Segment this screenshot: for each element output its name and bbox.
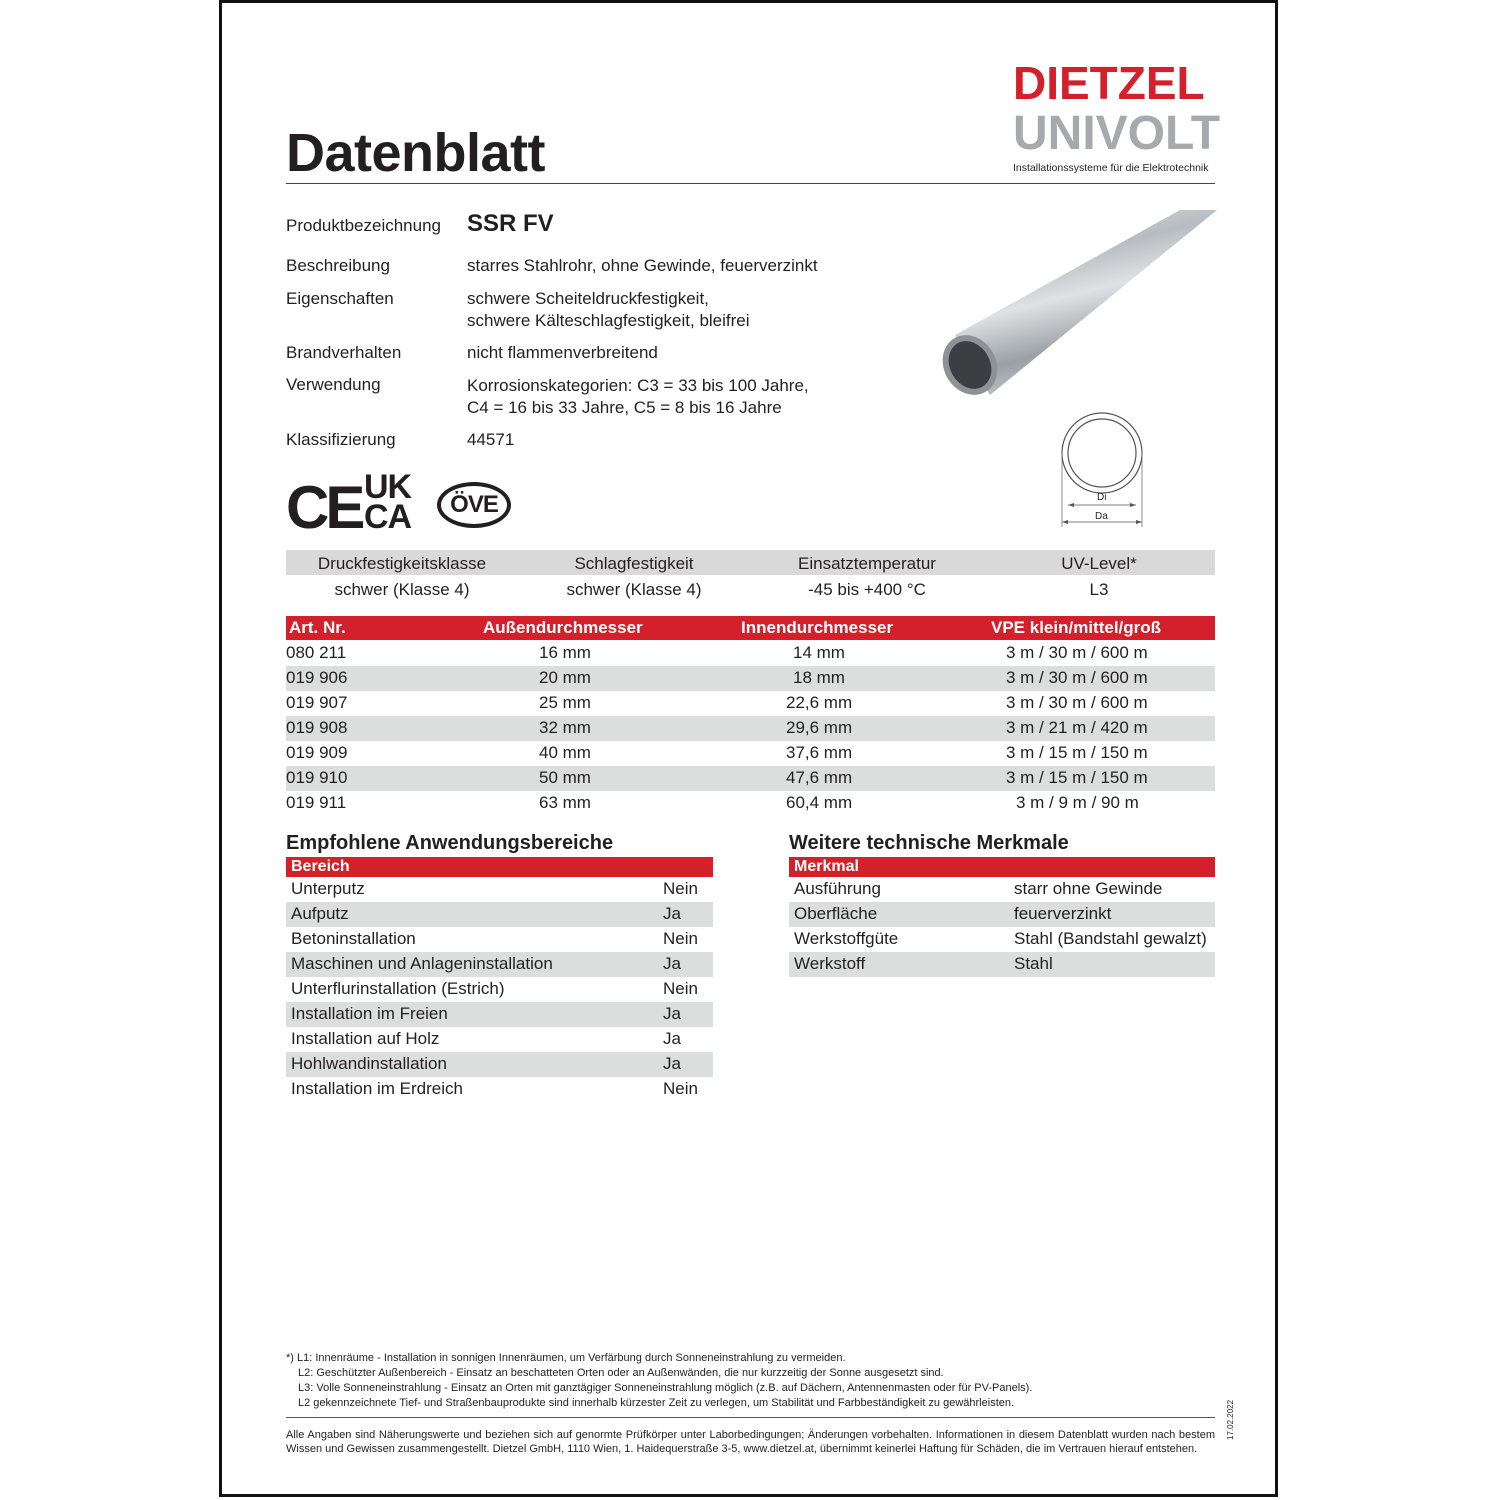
feature-name: Oberfläche bbox=[794, 904, 878, 923]
ove-mark: ÖVE bbox=[437, 482, 511, 528]
ukca-mark-bottom: CA bbox=[364, 498, 412, 536]
list-item bbox=[286, 1052, 713, 1077]
uv-footnotes bbox=[286, 1351, 1226, 1411]
article-packaging: 3 m / 30 m / 600 m bbox=[1006, 668, 1148, 687]
article-packaging: 3 m / 30 m / 600 m bbox=[1006, 693, 1148, 712]
table-row bbox=[286, 791, 1215, 816]
application-name: Maschinen und Anlageninstallation bbox=[291, 954, 553, 973]
feature-value: Stahl bbox=[1014, 954, 1053, 973]
product-description: starres Stahlrohr, ohne Gewinde, feuerverzinkt bbox=[467, 256, 818, 275]
ukca-mark-top: UK bbox=[364, 468, 412, 506]
article-packaging: 3 m / 21 m / 420 m bbox=[1006, 718, 1148, 737]
article-number: 019 910 bbox=[286, 768, 348, 787]
table-row bbox=[286, 666, 1215, 691]
article-outer-diameter: 32 mm bbox=[539, 718, 591, 737]
application-value: Ja bbox=[663, 904, 681, 923]
label-classification: Klassifizierung bbox=[286, 430, 396, 449]
feature-name: Werkstoffgüte bbox=[794, 929, 899, 948]
label-usage: Verwendung bbox=[286, 375, 381, 394]
application-name: Installation im Freien bbox=[291, 1004, 448, 1023]
page-title: Datenblatt bbox=[286, 123, 546, 183]
article-packaging: 3 m / 15 m / 150 m bbox=[1006, 768, 1148, 787]
feature-name: Werkstoff bbox=[794, 954, 866, 973]
application-name: Unterflurinstallation (Estrich) bbox=[291, 979, 505, 998]
label-fire-behaviour: Brandverhalten bbox=[286, 343, 402, 362]
feature-value: Stahl (Bandstahl gewalzt) bbox=[1014, 929, 1207, 948]
properties-header-impact: Schlagfestigkeit bbox=[574, 554, 694, 573]
features-header: Merkmal bbox=[789, 857, 1215, 877]
article-inner-diameter: 29,6 mm bbox=[786, 718, 853, 737]
application-value: Ja bbox=[663, 954, 681, 973]
table-row bbox=[286, 766, 1215, 791]
application-name: Betoninstallation bbox=[291, 929, 416, 948]
label-description: Beschreibung bbox=[286, 256, 390, 275]
article-inner-diameter: 47,6 mm bbox=[786, 768, 853, 787]
article-number: 019 908 bbox=[286, 718, 348, 737]
list-item bbox=[286, 952, 713, 977]
article-number: 019 909 bbox=[286, 743, 348, 762]
article-header-inner: Innendurchmesser bbox=[741, 618, 894, 637]
label-properties: Eigenschaften bbox=[286, 289, 394, 308]
application-name: Unterputz bbox=[291, 879, 365, 898]
brand-tagline: Installationssysteme für die Elektrotechnik bbox=[1013, 162, 1209, 174]
properties-header-uv: UV-Level* bbox=[1061, 554, 1137, 573]
product-properties-2: schwere Kälteschlagfestigkeit, bleifrei bbox=[467, 311, 750, 330]
table-row bbox=[286, 691, 1215, 716]
brand-logo-dietzel: DIETZEL bbox=[1013, 57, 1205, 109]
product-usage-1: Korrosionskategorien: C3 = 33 bis 100 Jahre, bbox=[467, 376, 809, 395]
footnote-line: L2 gekennzeichnete Tief- und Straßenbauprodukte sind innerhalb kürzester Zeit zu verlegen, um Stabilität und Farbbeständigkeit zu gewährleisten. bbox=[298, 1397, 1015, 1409]
product-usage-2: C4 = 16 bis 33 Jahre, C5 = 8 bis 16 Jahre bbox=[467, 398, 782, 417]
article-number: 019 911 bbox=[286, 793, 347, 812]
label-inner-diameter: Di bbox=[1097, 492, 1107, 503]
feature-name: Ausführung bbox=[794, 879, 881, 898]
properties-value-pressure: schwer (Klasse 4) bbox=[334, 580, 470, 599]
product-classification: 44571 bbox=[467, 430, 515, 449]
article-outer-diameter: 16 mm bbox=[539, 643, 591, 662]
product-properties-1: schwere Scheiteldruckfestigkeit, bbox=[467, 289, 709, 308]
article-inner-diameter: 60,4 mm bbox=[786, 793, 853, 812]
features-title: Weitere technische Merkmale bbox=[789, 832, 1069, 854]
footnote-line: *) L1: Innenräume - Installation in sonnigen Innenräumen, um Verfärbung durch Sonneneinstrahlung zu vermeiden. bbox=[286, 1352, 846, 1364]
article-outer-diameter: 63 mm bbox=[539, 793, 591, 812]
article-inner-diameter: 37,6 mm bbox=[786, 743, 853, 762]
disclaimer-text: Alle Angaben sind Näherungswerte und beziehen sich auf genormte Prüfkörper unter Laborbedingungen; Änderungen vorbehalten. Informationen in diesem Datenblatt wurden nach bestem Wissen und Gewissen zusammengestellt. Dietzel GmbH, 1110 Wien, 1. Haidequerstraße 3-5, www.dietzel.at, übernimmt keinerlei Haftung für Schäden, die im Vertrauen hierauf entstehen. bbox=[286, 1429, 1215, 1455]
application-name: Hohlwandinstallation bbox=[291, 1054, 447, 1073]
list-item bbox=[286, 877, 713, 902]
article-number: 019 906 bbox=[286, 668, 348, 687]
table-row bbox=[286, 716, 1215, 741]
application-value: Nein bbox=[663, 879, 698, 898]
application-name: Aufputz bbox=[291, 904, 349, 923]
ce-mark: CE bbox=[286, 474, 362, 541]
application-name: Installation im Erdreich bbox=[291, 1079, 463, 1098]
article-header-packaging: VPE klein/mittel/groß bbox=[991, 618, 1162, 637]
product-fire-behaviour: nicht flammenverbreitend bbox=[467, 343, 658, 362]
article-outer-diameter: 25 mm bbox=[539, 693, 591, 712]
list-item bbox=[286, 1077, 713, 1102]
properties-value-impact: schwer (Klasse 4) bbox=[566, 580, 702, 599]
list-item bbox=[286, 1002, 713, 1027]
list-item bbox=[286, 902, 713, 927]
article-header-outer: Außendurchmesser bbox=[483, 618, 643, 637]
feature-value: starr ohne Gewinde bbox=[1014, 879, 1163, 898]
steel-pipe-image bbox=[935, 205, 1220, 400]
footnote-line: L3: Volle Sonneneinstrahlung - Einsatz an Orten mit ganztägiger Sonneneinstrahlung möglich (z.B. auf Dächern, Antennenmasten oder für PV-Panels). bbox=[298, 1382, 1033, 1394]
label-outer-diameter: Da bbox=[1095, 511, 1108, 522]
article-inner-diameter: 18 mm bbox=[793, 668, 845, 687]
list-item bbox=[286, 927, 713, 952]
application-value: Ja bbox=[663, 1004, 681, 1023]
application-value: Ja bbox=[663, 1054, 681, 1073]
title-divider bbox=[286, 183, 1215, 184]
article-outer-diameter: 20 mm bbox=[539, 668, 591, 687]
table-row bbox=[286, 641, 1215, 666]
list-item bbox=[789, 902, 1215, 927]
article-packaging: 3 m / 30 m / 600 m bbox=[1006, 643, 1148, 662]
applications-title: Empfohlene Anwendungsbereiche bbox=[286, 832, 614, 854]
article-inner-diameter: 14 mm bbox=[793, 643, 845, 662]
properties-value-uv: L3 bbox=[1089, 580, 1109, 599]
footnote-line: L2: Geschützter Außenbereich - Einsatz an beschatteten Orten oder an Außenwänden, die nur kurzzeitig der Sonne ausgesetzt sind. bbox=[298, 1367, 944, 1379]
list-item bbox=[286, 977, 713, 1002]
article-header-number: Art. Nr. bbox=[289, 618, 346, 637]
product-name: SSR FV bbox=[467, 210, 554, 237]
table-row bbox=[286, 741, 1215, 766]
list-item bbox=[789, 952, 1215, 977]
article-outer-diameter: 40 mm bbox=[539, 743, 591, 762]
properties-header-pressure: Druckfestigkeitsklasse bbox=[317, 554, 487, 573]
article-outer-diameter: 50 mm bbox=[539, 768, 591, 787]
footer-divider bbox=[286, 1417, 1215, 1418]
article-packaging: 3 m / 9 m / 90 m bbox=[1016, 793, 1139, 812]
label-product-name: Produktbezeichnung bbox=[286, 216, 442, 235]
properties-header-temperature: Einsatztemperatur bbox=[798, 554, 936, 573]
ukca-mark bbox=[364, 468, 412, 536]
application-value: Nein bbox=[663, 979, 698, 998]
applications-header: Bereich bbox=[286, 857, 713, 877]
article-number: 019 907 bbox=[286, 693, 348, 712]
properties-value-temperature: -45 bis +400 °C bbox=[808, 580, 926, 599]
article-inner-diameter: 22,6 mm bbox=[786, 693, 853, 712]
revision-date: 17.02.2022 bbox=[1226, 1399, 1235, 1440]
application-value: Nein bbox=[663, 1079, 698, 1098]
article-number: 080 211 bbox=[286, 643, 347, 662]
list-item bbox=[286, 1027, 713, 1052]
list-item bbox=[789, 877, 1215, 902]
brand-logo-univolt: UNIVOLT bbox=[1013, 107, 1221, 160]
list-item bbox=[789, 927, 1215, 952]
feature-value: feuerverzinkt bbox=[1014, 904, 1112, 923]
article-packaging: 3 m / 15 m / 150 m bbox=[1006, 743, 1148, 762]
application-value: Nein bbox=[663, 929, 698, 948]
application-name: Installation auf Holz bbox=[291, 1029, 440, 1048]
application-value: Ja bbox=[663, 1029, 681, 1048]
